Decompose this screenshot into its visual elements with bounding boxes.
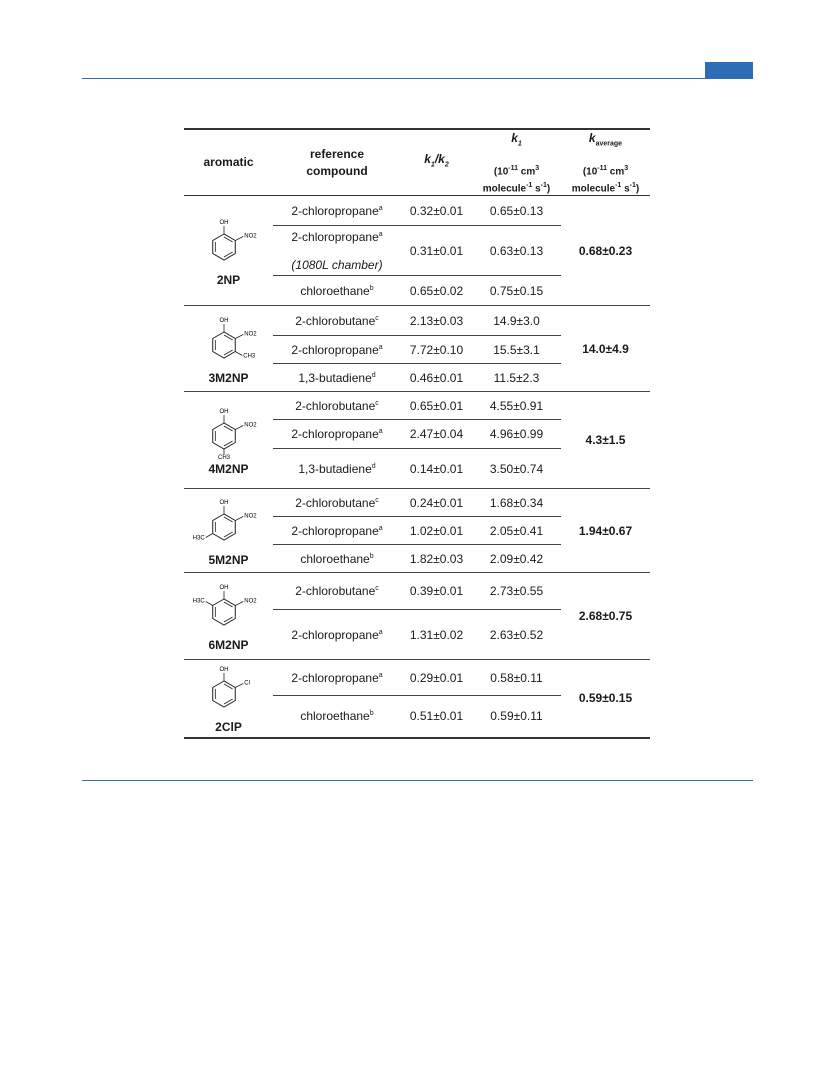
aromatic-name: 3M2NP xyxy=(208,370,249,385)
footnote-marker: d xyxy=(371,462,376,470)
table-group xyxy=(184,573,650,660)
aromatic-cell xyxy=(184,573,273,660)
reference-compound: chloroethane xyxy=(300,709,370,724)
k-average-cell: 14.0±4.9 xyxy=(582,341,629,356)
svg-text:OH: OH xyxy=(219,317,228,324)
footnote-marker: b xyxy=(369,552,374,560)
svg-text:NO2: NO2 xyxy=(243,331,257,338)
table-row xyxy=(184,489,650,517)
k1-cell: 11.5±2.3 xyxy=(472,364,561,392)
k1-cell: 2.73±0.55 xyxy=(489,584,544,599)
aromatic-cell xyxy=(184,196,273,306)
k-average-cell: 1.94±0.67 xyxy=(578,523,633,538)
svg-text:OH: OH xyxy=(219,219,228,226)
footnote-marker: b xyxy=(369,710,374,718)
header-k1-over-k2: $k_1/k_2$ xyxy=(424,152,449,169)
header-kaverage: $k_{average}$ ($10^{-11}$ $cm^3$ molecule$^{-1}$ $s^{-1}$) xyxy=(571,131,640,195)
reference-compound-cell xyxy=(273,196,401,226)
reference-compound-cell xyxy=(273,306,401,336)
table-row xyxy=(184,392,650,420)
table-group xyxy=(184,196,650,306)
ratio-cell: 0.29±0.01 xyxy=(409,670,464,685)
aromatic-name: 2ClP xyxy=(215,720,242,735)
structure-drawing xyxy=(194,313,264,369)
ratio-cell: 0.32±0.01 xyxy=(409,203,464,218)
k1-cell: 0.59±0.11 xyxy=(472,696,561,738)
ratio-cell: 2.47±0.04 xyxy=(401,420,472,449)
k1-cell: 0.63±0.13 xyxy=(472,226,561,276)
table-row xyxy=(184,196,650,226)
k1-cell: 3.50±0.74 xyxy=(472,449,561,489)
svg-text:OH: OH xyxy=(219,499,228,506)
footnote-marker: a xyxy=(378,428,383,436)
aromatic-name: 6M2NP xyxy=(208,638,249,653)
aromatic-cell xyxy=(184,392,273,489)
svg-text:OH: OH xyxy=(219,585,228,592)
footnote-marker: a xyxy=(378,230,383,238)
table-row xyxy=(184,660,650,696)
k1-cell: 0.65±0.13 xyxy=(489,203,544,218)
footnote-marker: a xyxy=(378,343,383,351)
ratio-cell: 1.02±0.01 xyxy=(401,517,472,545)
header-k1: $k_1$ ($10^{-11}$ $cm^3$ molecule$^{-1}$ $s^{-1}$) xyxy=(482,131,551,195)
k1-cell: 2.63±0.52 xyxy=(472,610,561,660)
svg-text:NO2: NO2 xyxy=(243,422,257,429)
ratio-cell: 1.31±0.02 xyxy=(401,610,472,660)
k1-cell: 4.55±0.91 xyxy=(489,398,544,413)
reference-compound: 2-chloropropane xyxy=(291,203,379,218)
reference-compound: chloroethane xyxy=(300,551,370,566)
header-reference-compound: reference compound xyxy=(306,146,368,178)
footnote-marker: c xyxy=(375,314,379,322)
footnote-marker: b xyxy=(369,284,374,292)
reference-compound-cell xyxy=(273,276,401,306)
structure-drawing xyxy=(194,404,264,460)
aromatic-name: 5M2NP xyxy=(208,552,249,567)
ratio-cell: 0.65±0.02 xyxy=(401,276,472,306)
footnote-marker: a xyxy=(378,524,383,532)
reference-compound: 1,3-butadiene xyxy=(298,461,372,476)
ratio-cell: 7.72±0.10 xyxy=(401,336,472,364)
svg-text:OH: OH xyxy=(219,409,228,416)
aromatic-cell xyxy=(184,306,273,392)
reference-compound-cell xyxy=(273,545,401,573)
table-group xyxy=(184,489,650,573)
reference-compound: 2-chloropropane xyxy=(291,427,379,442)
reference-compound-cell xyxy=(273,336,401,364)
aromatic-name: 2NP xyxy=(216,272,241,287)
reference-compound: 2-chlorobutane xyxy=(295,313,376,328)
svg-text:CH3: CH3 xyxy=(242,353,255,360)
footnote-marker: c xyxy=(375,399,379,407)
reference-compound-cell xyxy=(273,392,401,420)
k1-cell: 0.58±0.11 xyxy=(490,670,543,685)
k-average-cell: 2.68±0.75 xyxy=(578,609,633,624)
reference-compound-cell xyxy=(273,364,401,392)
svg-text:H3C: H3C xyxy=(192,598,205,605)
ratio-cell: 2.13±0.03 xyxy=(409,313,464,328)
structure-drawing xyxy=(194,662,264,718)
svg-text:NO2: NO2 xyxy=(243,513,257,520)
footer-rule xyxy=(82,780,753,781)
table-header xyxy=(184,129,650,196)
reference-compound: 2-chlorobutane xyxy=(295,584,376,599)
ratio-cell: 0.31±0.01 xyxy=(401,226,472,276)
k1-cell: 2.05±0.41 xyxy=(472,517,561,545)
structure-drawing xyxy=(194,495,264,551)
reference-compound: 2-chloropropane xyxy=(291,523,379,538)
ratio-cell: 1.82±0.03 xyxy=(401,545,472,573)
reference-compound: 2-chloropropane xyxy=(291,627,379,642)
reference-compound: 2-chloropropane xyxy=(291,229,379,244)
footnote-marker: c xyxy=(375,585,379,593)
ratio-cell: 0.14±0.01 xyxy=(401,449,472,489)
table-row xyxy=(184,306,650,336)
reference-compound-cell xyxy=(273,696,401,738)
table-group xyxy=(184,392,650,489)
rate-coefficients-table xyxy=(184,128,650,739)
svg-text:H3C: H3C xyxy=(192,535,205,542)
ratio-cell: 0.46±0.01 xyxy=(401,364,472,392)
structure-drawing xyxy=(194,580,264,636)
reference-compound-cell xyxy=(273,573,401,610)
svg-text:Cl: Cl xyxy=(243,680,250,687)
header-tab xyxy=(705,62,753,78)
k-average-cell: 4.3±1.5 xyxy=(585,433,626,448)
ratio-cell: 0.51±0.01 xyxy=(401,696,472,738)
svg-text:NO2: NO2 xyxy=(243,233,257,240)
footnote-marker: a xyxy=(378,204,383,212)
aromatic-cell xyxy=(184,660,273,738)
reference-compound: 2-chloropropane xyxy=(291,670,379,685)
structure-drawing xyxy=(194,215,264,271)
k1-cell: 15.5±3.1 xyxy=(472,336,561,364)
svg-text:OH: OH xyxy=(219,667,228,674)
reference-compound-cell xyxy=(273,449,401,489)
aromatic-name: 4M2NP xyxy=(208,462,249,477)
ratio-cell: 0.65±0.01 xyxy=(409,398,464,413)
svg-text:CH3: CH3 xyxy=(217,455,230,462)
k1-cell: 0.75±0.15 xyxy=(472,276,561,306)
footnote-marker: d xyxy=(371,371,376,379)
reference-compound: chloroethane xyxy=(300,283,370,298)
header-rule xyxy=(82,78,753,79)
reference-compound: 2-chloropropane xyxy=(291,342,379,357)
table-row xyxy=(184,573,650,610)
k1-cell: 1.68±0.34 xyxy=(489,495,544,510)
table-group xyxy=(184,660,650,738)
aromatic-cell xyxy=(184,489,273,573)
footnote-marker: a xyxy=(378,628,383,636)
svg-text:NO2: NO2 xyxy=(243,598,257,605)
k1-cell: 14.9±3.0 xyxy=(493,313,540,328)
k-average-cell: 0.68±0.23 xyxy=(578,243,633,258)
ratio-cell: 0.39±0.01 xyxy=(409,584,464,599)
reference-compound-cell xyxy=(273,489,401,517)
reference-note: (1080L chamber) xyxy=(291,257,383,272)
footnote-marker: c xyxy=(375,496,379,504)
reference-compound-cell xyxy=(273,660,401,696)
reference-compound-cell xyxy=(273,517,401,545)
ratio-cell: 0.24±0.01 xyxy=(409,495,464,510)
reference-compound: 2-chlorobutane xyxy=(295,398,376,413)
footnote-marker: a xyxy=(378,671,383,679)
reference-compound-cell xyxy=(273,610,401,660)
table-group xyxy=(184,306,650,392)
reference-compound-cell xyxy=(273,226,401,276)
k-average-cell: 0.59±0.15 xyxy=(578,691,633,706)
reference-compound-cell xyxy=(273,420,401,449)
k1-cell: 2.09±0.42 xyxy=(472,545,561,573)
header-aromatic: aromatic xyxy=(203,155,254,170)
k1-cell: 4.96±0.99 xyxy=(472,420,561,449)
reference-compound: 1,3-butadiene xyxy=(298,370,372,385)
reference-compound: 2-chlorobutane xyxy=(295,495,376,510)
